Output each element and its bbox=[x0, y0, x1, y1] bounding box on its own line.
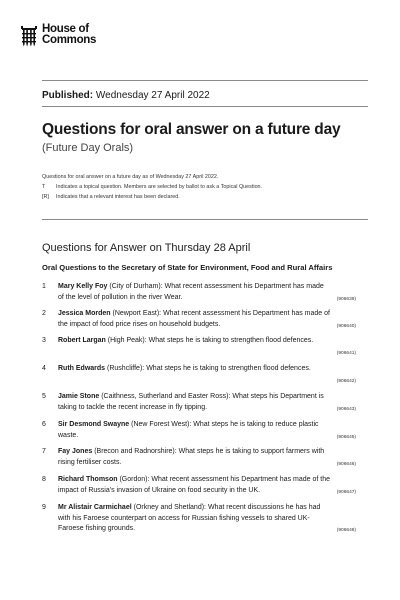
member-name: Sir Desmond Swayne bbox=[58, 421, 130, 428]
page-title: Questions for oral answer on a future day bbox=[42, 121, 341, 138]
member-name: Fay Jones bbox=[58, 448, 93, 455]
member-name: Jessica Morden bbox=[58, 310, 111, 317]
question-text: What recent assessment his Department has made of the impact of food price rises on household budgets. bbox=[58, 310, 330, 328]
question-body bbox=[58, 336, 330, 347]
question-body bbox=[58, 475, 330, 496]
constituency: (High Peak): bbox=[107, 337, 147, 344]
question-body bbox=[58, 420, 330, 441]
key-description: Indicates that a relevant interest has been declared. bbox=[56, 194, 180, 200]
question-number: 2 bbox=[42, 310, 46, 317]
question-body bbox=[58, 447, 330, 468]
published-label: Published: bbox=[42, 90, 94, 101]
constituency: (Gordon): bbox=[119, 476, 150, 483]
divider bbox=[42, 106, 368, 107]
question-ref: (906640) bbox=[336, 324, 356, 329]
constituency: (Brecon and Radnorshire): bbox=[94, 448, 177, 455]
divider bbox=[42, 219, 368, 220]
key-row-interest bbox=[42, 192, 372, 202]
constituency: (Orkney and Shetland): bbox=[133, 504, 206, 511]
logo-line-2: Commons bbox=[42, 33, 97, 46]
portcullis-icon bbox=[20, 25, 38, 47]
divider bbox=[42, 80, 368, 81]
question-number: 1 bbox=[42, 283, 46, 290]
published-line bbox=[42, 90, 210, 101]
question-number: 7 bbox=[42, 448, 46, 455]
question-ref: (906645) bbox=[336, 435, 356, 440]
question-text: What steps he is taking to strengthen flood defences. bbox=[146, 365, 311, 372]
page-subtitle: (Future Day Orals) bbox=[42, 142, 134, 154]
question-text: What steps he is taking to support farmers with rising fertiliser costs. bbox=[58, 448, 325, 466]
question-text: What recent discussions he has had with his Faroese counterpart on access for Russian fishing vessels to shared UK-Faroese fishing grounds. bbox=[58, 504, 321, 532]
question-body bbox=[58, 503, 330, 535]
question-number: 9 bbox=[42, 504, 46, 511]
question-text: What recent assessment his Department has made of the level of pollution in the river Wear. bbox=[58, 283, 324, 301]
department-heading: Oral Questions to the Secretary of State for Environment, Food and Rural Affairs bbox=[42, 263, 333, 272]
question-text: What recent assessment his Department has made of the impact of Russia's invasion of Ukraine on food security in the UK. bbox=[58, 476, 330, 494]
member-name: Ruth Edwards bbox=[58, 365, 106, 372]
question-text: What steps he is taking to strengthen flood defences. bbox=[148, 337, 314, 344]
key-symbol: T bbox=[42, 184, 46, 190]
key-row-topical bbox=[42, 182, 372, 192]
question-number: 5 bbox=[42, 393, 46, 400]
question-body bbox=[58, 282, 330, 303]
question-ref: (906646) bbox=[336, 462, 356, 467]
member-name: Mr Alistair Carmichael bbox=[58, 504, 132, 511]
question-number: 6 bbox=[42, 421, 46, 428]
constituency: (Caithness, Sutherland and Easter Ross): bbox=[101, 393, 231, 400]
intro-line: Questions for oral answer on a future day as of Wednesday 27 April 2022. bbox=[42, 174, 219, 180]
constituency: (Newport East): bbox=[112, 310, 162, 317]
constituency: (City of Durham): bbox=[109, 283, 163, 290]
question-text: What steps his Department is taking to tackle the recent increase in fly tipping. bbox=[58, 393, 324, 411]
member-name: Mary Kelly Foy bbox=[58, 283, 108, 290]
logo-line-1: House of bbox=[42, 23, 89, 35]
question-body bbox=[58, 392, 330, 413]
question-number: 4 bbox=[42, 365, 46, 372]
question-text: What steps he is taking to reduce plastic waste. bbox=[58, 421, 319, 439]
key-symbol: [R] bbox=[42, 194, 49, 200]
question-body bbox=[58, 364, 330, 375]
question-ref: (906642) bbox=[336, 379, 356, 384]
published-date: Wednesday 27 April 2022 bbox=[95, 90, 210, 101]
constituency: (New Forest West): bbox=[131, 421, 192, 428]
question-ref: (906647) bbox=[336, 490, 356, 495]
member-name: Robert Largan bbox=[58, 337, 106, 344]
intro-block bbox=[42, 172, 372, 202]
question-number: 8 bbox=[42, 476, 46, 483]
logo-wordmark bbox=[42, 24, 96, 45]
question-ref: (906641) bbox=[336, 351, 356, 356]
member-name: Richard Thomson bbox=[58, 476, 118, 483]
question-number: 3 bbox=[42, 337, 46, 344]
constituency: (Rushcliffe): bbox=[107, 365, 145, 372]
question-body bbox=[58, 309, 330, 330]
member-name: Jamie Stone bbox=[58, 393, 100, 400]
question-ref: (906648) bbox=[336, 528, 356, 533]
question-ref: (906643) bbox=[336, 407, 356, 412]
question-ref: (906639) bbox=[336, 297, 356, 302]
house-of-commons-logo bbox=[20, 24, 96, 47]
key-description: Indicates a topical question. Members are selected by ballot to ask a Topical Question. bbox=[56, 184, 263, 190]
section-heading: Questions for Answer on Thursday 28 April bbox=[42, 242, 251, 254]
